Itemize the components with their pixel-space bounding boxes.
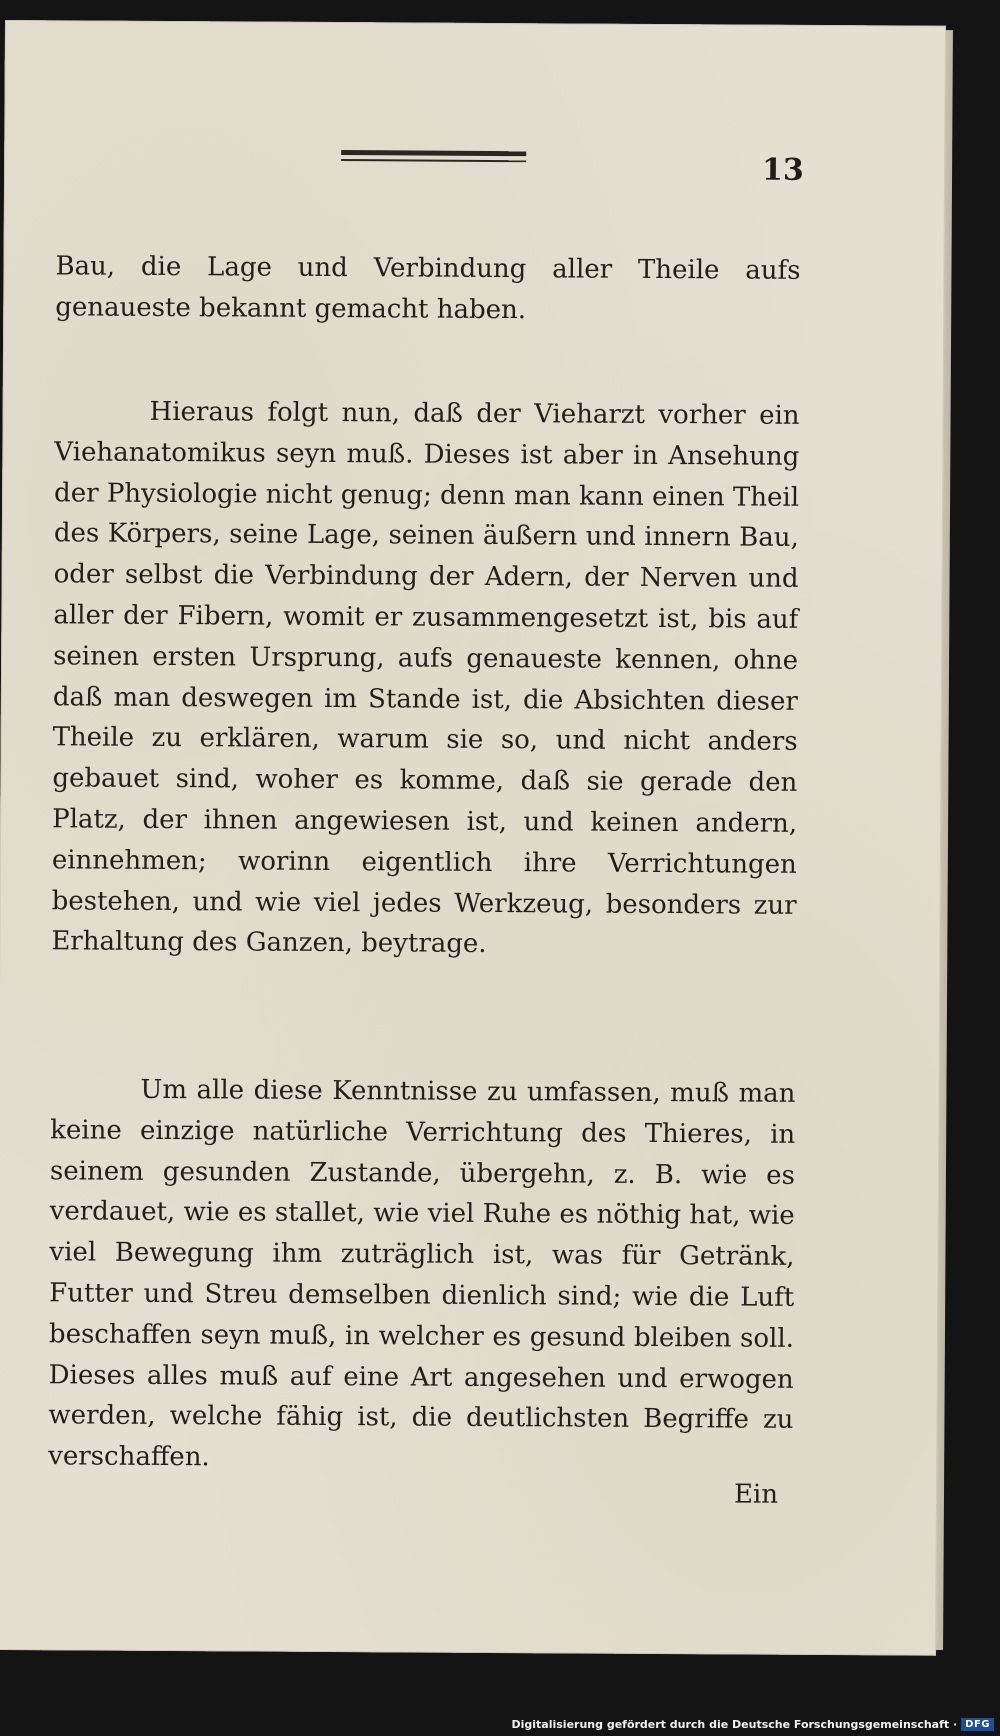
paragraph-1: Bau, die Lage und Verbindung aller Theile aufs genaueste bekannt gemacht haben. (55, 251, 801, 325)
header-rule-thin (341, 159, 526, 162)
footer-credit-text: Digitalisierung gefördert durch die Deutsche Forschungsgemeinschaft · (511, 1717, 958, 1731)
digitization-footer (511, 1714, 994, 1734)
page-number: 13 (761, 152, 804, 188)
book-page (0, 20, 946, 1656)
paragraph-2: Hieraus folgt nun, daß der Vieharzt vorher ein Viehanatomikus seyn muß. Dieses ist aber in Ansehung der Physiologie nicht genug; denn man kann einen Theil des Körpers, seine Lage, seinen äußern und innern Bau, oder selbst die Verbindung der Adern, der Nerven und aller der Fibern, womit er zusammengesetzt ist, bis auf seinen ersten Ursprung, aufs genaueste kennen, ohne daß man deswegen im Stande ist, die Absichten dieser Theile zu erklären, warum sie so, und nicht anders gebauet sind, woher es komme, daß sie gerade den Platz, der ihnen angewiesen ist, und keinen andern, einnehmen; worinn eigentlich ihre Verrichtungen bestehen, und wie viel jedes Werkzeug, besonders zur Erhaltung des Ganzen, beytrage. (51, 396, 800, 960)
header-rule-thick (341, 150, 526, 156)
header-ornament-rule (341, 150, 526, 162)
paragraph-3: Um alle diese Kenntnisse zu umfassen, muß man keine einzige natürliche Verrichtung des Thieres, in seinem gesunden Zustande, übergehn, z. B. wie es verdauet, wie es stallet, wie viel Ruhe es nöthig hat, wie viel Bewegung ihm zuträglich ist, was für Getränk, Futter und Streu demselben dienlich sind; wie die Luft beschaffen seyn muß, in welcher es gesund bleiben soll. Dieses alles muß auf eine Art angesehen und erwogen werden, welche fähig ist, die deutlichsten Begriffe zu verschaffen. (48, 1074, 796, 1473)
catchword: Ein (733, 1479, 779, 1510)
dfg-logo: DFG (961, 1718, 994, 1731)
